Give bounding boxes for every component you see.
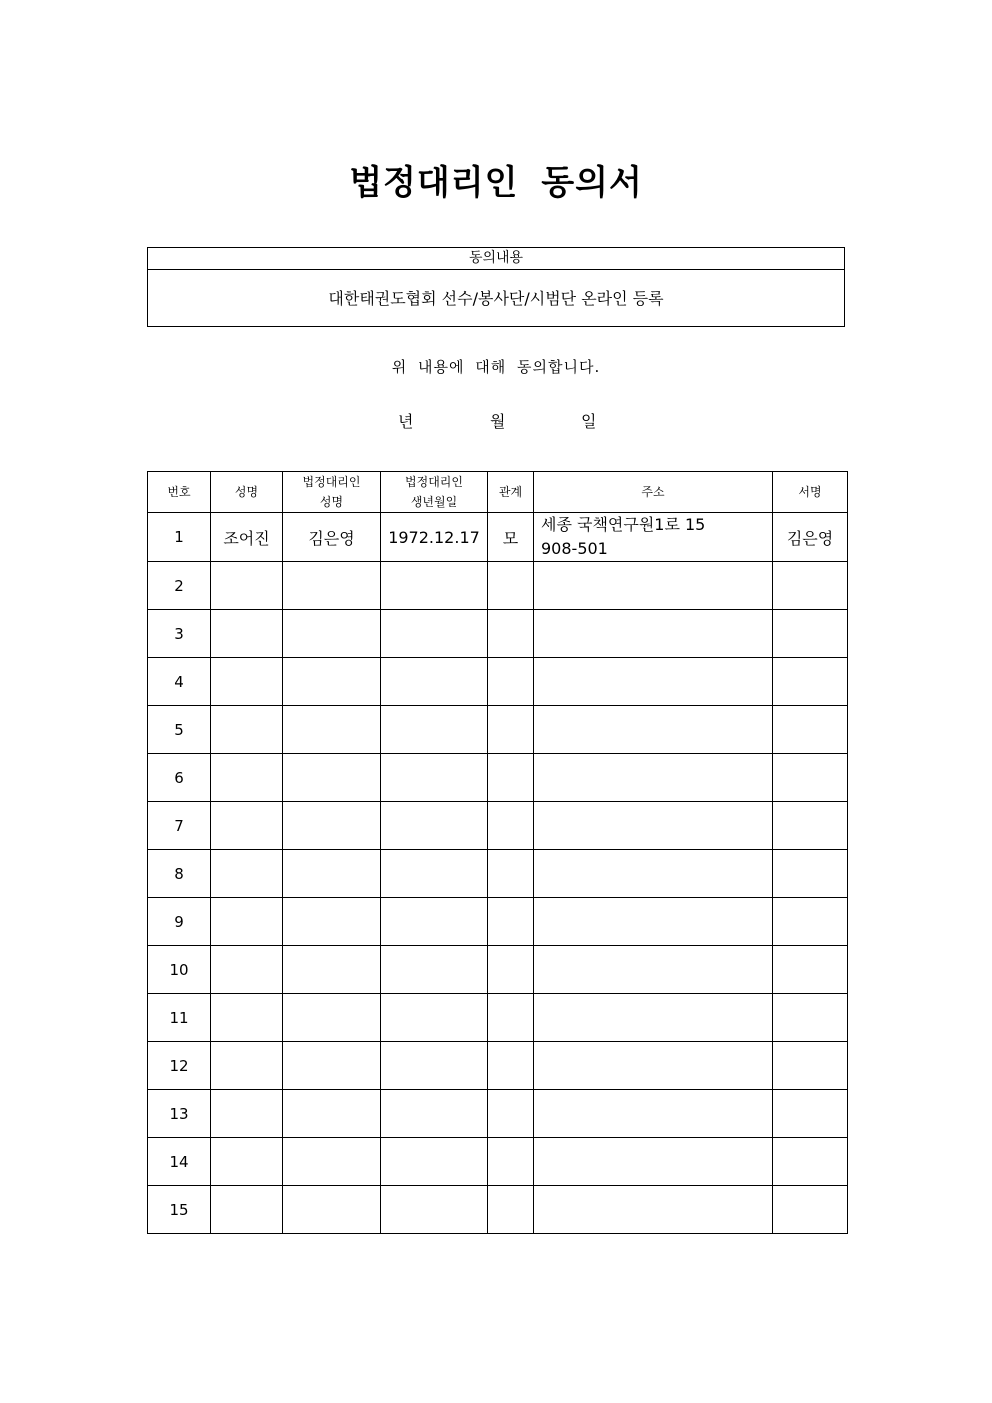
cell-no: 11 bbox=[148, 994, 211, 1042]
consent-content: 대한태권도협회 선수/봉사단/시범단 온라인 등록 bbox=[328, 289, 664, 308]
cell-guardian-name bbox=[283, 658, 381, 706]
table-row bbox=[148, 658, 848, 706]
cell-signature bbox=[773, 658, 848, 706]
cell-guardian-birth bbox=[381, 562, 488, 610]
cell-address bbox=[534, 1090, 773, 1138]
cell-guardian-birth bbox=[381, 994, 488, 1042]
cell-no: 8 bbox=[148, 850, 211, 898]
cell-relation bbox=[488, 1138, 534, 1186]
table-row bbox=[148, 1042, 848, 1090]
cell-guardian-name bbox=[283, 850, 381, 898]
cell-signature bbox=[773, 706, 848, 754]
table-row bbox=[148, 610, 848, 658]
registration-table bbox=[147, 471, 848, 1234]
cell-signature bbox=[773, 994, 848, 1042]
cell-no: 7 bbox=[148, 802, 211, 850]
header-guardian-birth bbox=[381, 472, 488, 513]
table-row bbox=[148, 706, 848, 754]
cell-guardian-name bbox=[283, 1090, 381, 1138]
cell-no: 12 bbox=[148, 1042, 211, 1090]
table-row bbox=[148, 898, 848, 946]
cell-name: 조어진 bbox=[211, 513, 283, 562]
cell-signature bbox=[773, 1138, 848, 1186]
table-body bbox=[148, 513, 848, 1234]
cell-guardian-birth bbox=[381, 898, 488, 946]
cell-no: 14 bbox=[148, 1138, 211, 1186]
cell-guardian-birth bbox=[381, 1138, 488, 1186]
cell-signature bbox=[773, 562, 848, 610]
header-guardian-name bbox=[283, 472, 381, 513]
cell-name bbox=[211, 1138, 283, 1186]
table-row bbox=[148, 513, 848, 562]
cell-address bbox=[534, 898, 773, 946]
header-signature: 서명 bbox=[773, 472, 848, 513]
consent-header: 동의내용 bbox=[148, 248, 844, 270]
cell-no: 3 bbox=[148, 610, 211, 658]
cell-guardian-name bbox=[283, 562, 381, 610]
cell-address bbox=[534, 1186, 773, 1234]
cell-guardian-name bbox=[283, 1138, 381, 1186]
cell-relation bbox=[488, 610, 534, 658]
cell-no: 15 bbox=[148, 1186, 211, 1234]
document-title: 법정대리인 동의서 bbox=[349, 163, 643, 203]
cell-name bbox=[211, 898, 283, 946]
address-line-1: 세종 국책연구원1로 15 bbox=[541, 515, 706, 534]
cell-no: 13 bbox=[148, 1090, 211, 1138]
cell-relation bbox=[488, 946, 534, 994]
cell-guardian-birth bbox=[381, 946, 488, 994]
table-row bbox=[148, 1138, 848, 1186]
cell-no: 5 bbox=[148, 706, 211, 754]
cell-address bbox=[534, 1138, 773, 1186]
cell-address bbox=[534, 850, 773, 898]
cell-signature bbox=[773, 610, 848, 658]
cell-relation bbox=[488, 1042, 534, 1090]
cell-guardian-name bbox=[283, 1186, 381, 1234]
header-name: 성명 bbox=[211, 472, 283, 513]
cell-no: 9 bbox=[148, 898, 211, 946]
cell-guardian-name bbox=[283, 802, 381, 850]
cell-name bbox=[211, 610, 283, 658]
cell-address bbox=[534, 946, 773, 994]
cell-address bbox=[534, 513, 773, 562]
cell-relation bbox=[488, 562, 534, 610]
cell-address bbox=[534, 802, 773, 850]
cell-no: 1 bbox=[148, 513, 211, 562]
cell-guardian-birth bbox=[381, 610, 488, 658]
cell-name bbox=[211, 1042, 283, 1090]
cell-guardian-name bbox=[283, 754, 381, 802]
cell-name bbox=[211, 1186, 283, 1234]
consent-box bbox=[147, 247, 845, 327]
table-row bbox=[148, 562, 848, 610]
cell-guardian-birth bbox=[381, 754, 488, 802]
cell-signature bbox=[773, 1186, 848, 1234]
cell-guardian-name bbox=[283, 610, 381, 658]
date-day-label: 일 bbox=[581, 412, 597, 431]
cell-guardian-name bbox=[283, 994, 381, 1042]
cell-address bbox=[534, 1042, 773, 1090]
cell-guardian-birth bbox=[381, 1042, 488, 1090]
cell-name bbox=[211, 658, 283, 706]
header-guardian-birth-line1: 법정대리인 bbox=[405, 475, 463, 489]
date-month-label: 월 bbox=[490, 412, 506, 431]
cell-no: 2 bbox=[148, 562, 211, 610]
agreement-statement: 위 내용에 대해 동의합니다. bbox=[391, 358, 601, 376]
table-row bbox=[148, 994, 848, 1042]
header-guardian-name-line2: 성명 bbox=[319, 495, 344, 509]
cell-relation bbox=[488, 658, 534, 706]
cell-guardian-name: 김은영 bbox=[283, 513, 381, 562]
table-row bbox=[148, 946, 848, 994]
cell-no: 6 bbox=[148, 754, 211, 802]
table-row bbox=[148, 1090, 848, 1138]
cell-address bbox=[534, 994, 773, 1042]
cell-relation bbox=[488, 850, 534, 898]
header-guardian-birth-line2: 생년월일 bbox=[410, 495, 458, 509]
cell-name bbox=[211, 994, 283, 1042]
cell-signature: 김은영 bbox=[773, 513, 848, 562]
cell-relation bbox=[488, 802, 534, 850]
cell-signature bbox=[773, 754, 848, 802]
cell-guardian-birth: 1972.12.17 bbox=[381, 513, 488, 562]
cell-name bbox=[211, 1090, 283, 1138]
cell-guardian-name bbox=[283, 1042, 381, 1090]
table-row bbox=[148, 802, 848, 850]
cell-relation bbox=[488, 1186, 534, 1234]
date-year-label: 년 bbox=[398, 412, 414, 431]
cell-no: 4 bbox=[148, 658, 211, 706]
cell-relation: 모 bbox=[488, 513, 534, 562]
table-row bbox=[148, 754, 848, 802]
cell-name bbox=[211, 562, 283, 610]
cell-guardian-name bbox=[283, 706, 381, 754]
cell-name bbox=[211, 754, 283, 802]
table-row bbox=[148, 850, 848, 898]
table-row bbox=[148, 1186, 848, 1234]
cell-relation bbox=[488, 1090, 534, 1138]
header-address: 주소 bbox=[534, 472, 773, 513]
header-relation: 관계 bbox=[488, 472, 534, 513]
cell-relation bbox=[488, 706, 534, 754]
cell-signature bbox=[773, 850, 848, 898]
cell-relation bbox=[488, 754, 534, 802]
cell-signature bbox=[773, 802, 848, 850]
cell-guardian-name bbox=[283, 946, 381, 994]
cell-guardian-name bbox=[283, 898, 381, 946]
table-header-row bbox=[148, 472, 848, 513]
cell-name bbox=[211, 946, 283, 994]
cell-guardian-birth bbox=[381, 1186, 488, 1234]
cell-no: 10 bbox=[148, 946, 211, 994]
header-guardian-name-line1: 법정대리인 bbox=[302, 475, 361, 489]
cell-guardian-birth bbox=[381, 706, 488, 754]
cell-address bbox=[534, 658, 773, 706]
cell-name bbox=[211, 706, 283, 754]
cell-guardian-birth bbox=[381, 802, 488, 850]
cell-name bbox=[211, 850, 283, 898]
header-no: 번호 bbox=[148, 472, 211, 513]
cell-address bbox=[534, 562, 773, 610]
cell-signature bbox=[773, 1042, 848, 1090]
cell-signature bbox=[773, 898, 848, 946]
cell-name bbox=[211, 802, 283, 850]
cell-guardian-birth bbox=[381, 850, 488, 898]
cell-signature bbox=[773, 1090, 848, 1138]
cell-relation bbox=[488, 898, 534, 946]
address-line-2: 908-501 bbox=[541, 539, 608, 558]
cell-address bbox=[534, 706, 773, 754]
cell-signature bbox=[773, 946, 848, 994]
cell-address bbox=[534, 610, 773, 658]
cell-address bbox=[534, 754, 773, 802]
cell-relation bbox=[488, 994, 534, 1042]
cell-guardian-birth bbox=[381, 1090, 488, 1138]
cell-guardian-birth bbox=[381, 658, 488, 706]
